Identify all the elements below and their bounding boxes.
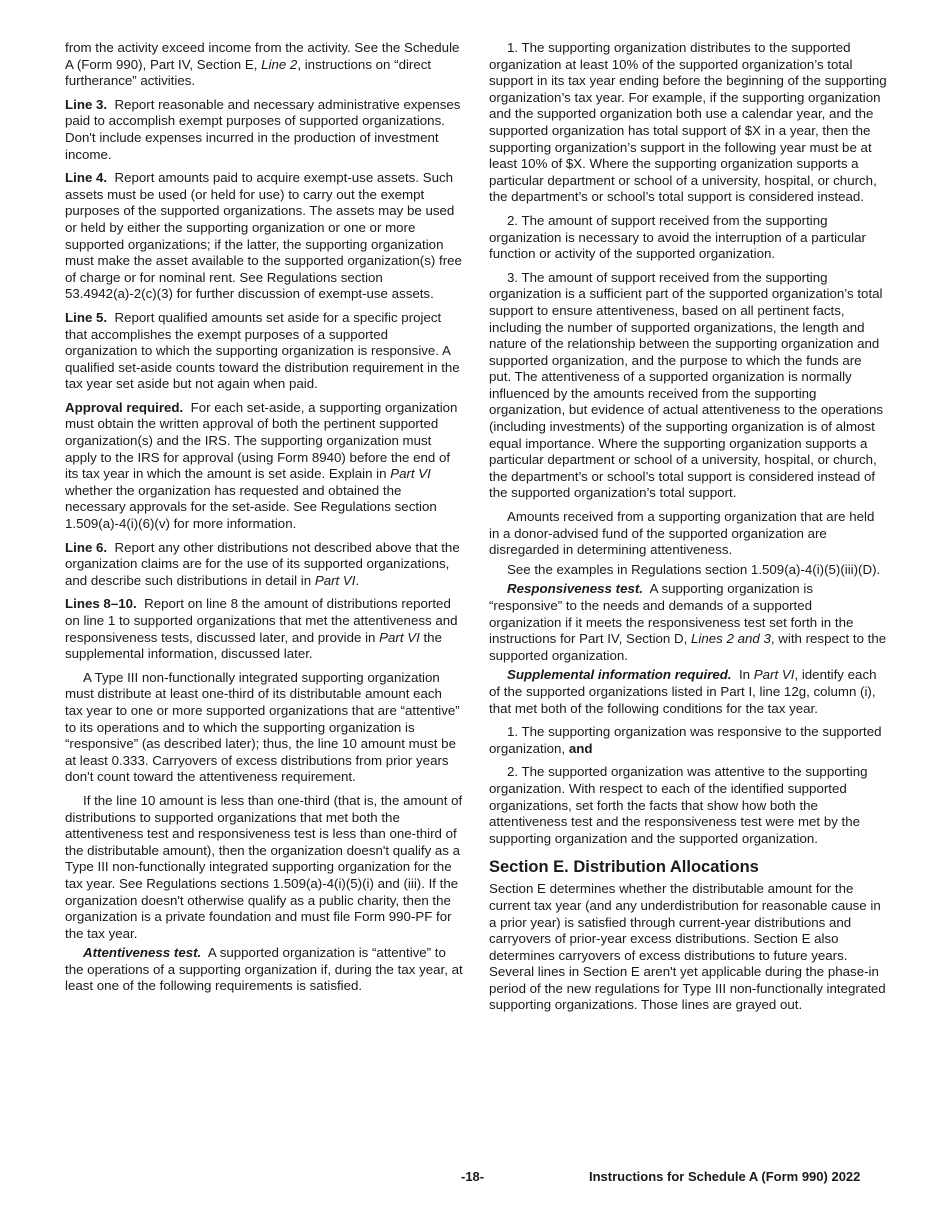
approval-required-heading: Approval required. [65,399,184,415]
paragraph-attentiveness-test: Attentiveness test. A supported organization is “attentive” to the operations of a supporting organization if, during the tax year, at least one of the following requirements is satisfied. [65,945,463,994]
condition-2: 2. The supported organization was attentive to the supporting organization. With respect to each of the identified supported organizations, set forth the facts that show how both the attentiveness test and the responsiveness test were met by the supporting organization and the supported organization. [489,764,868,846]
paragraph-supplemental-info: Supplemental information required. In Part VI, identify each of the supported organizations listed in Part I, line 12g, column (i), that met both of the following conditions for the tax year. [489,667,877,716]
supplemental-info-heading: Supplemental information required. [507,667,732,683]
paragraph-direct-furtherance: from the activity exceed income from the activity. See the Schedule A (Form 990), Part IV, Section E, Line 2, instructions on “direct furtherance” activities. [65,40,460,89]
paragraph-line-6: Line 6. Report any other distributions not described above that the organization claims are for the use of its supported organizations, and describe such distributions in detail in Part VI. [65,539,460,588]
requirement-1: 1. The supporting organization distributes to the supported organization at least 10% of the supported organization’s total support in its tax year ending before the beginning of the supporting organization’s tax year. For example, if the supporting organization and the supported organization both use a calendar year, and the supported organization has total support of $X in a year, then the supporting organization’s support in the following year must be at least 10% of $X. Where the supporting organization supports a particular department or school of a university, hospital, or church, the department’s or school’s total support is considered instead. [489,40,887,205]
paragraph-responsiveness-test: Responsiveness test. A supporting organization is “responsive” to the needs and demands of a supported organization if it meets the responsiveness test set forth in the instructions for Part IV, Section D, Lines 2 and 3, with respect to the supported organization. [489,581,887,663]
requirement-2: 2. The amount of support received from the supporting organization is necessary to avoid the interruption of a particular function or activity of the supported organization. [489,212,866,262]
paragraph-line-4: Line 4. Report amounts paid to acquire exempt-use assets. Such assets must be used (or held for use) to carry out the exempt purposes of the supported organizations. The assets may be used or held by either the supporting organization or one or more supported organizations; if the latter, the supporting organization must make the asset available to the supported organization(s) free of charge or for nominal rent. See Regulations section 53.4942(a)-2(c)(3) for further discussion of exempt-use assets. [65,170,462,302]
requirement-3: 3. The amount of support received from the supporting organization is a sufficient part of the supported organization’s total support to ensure attentiveness, based on all pertinent facts, including the number of supported organizations, the length and nature of the relationship between the supporting organization and supported organization, and the purpose to which the funds are put. The attentiveness of a supported organization is normally influenced by the amounts received from the supporting organization, but evidence of actual attentiveness to the operations (including investments) of the supporting organization is of almost equal importance. Where the supporting organization supports a particular department or school of a university, hospital, or church, the department’s or school’s total support is considered instead of the supported organization’s total support. [489,269,883,501]
attentiveness-test-heading: Attentiveness test. [83,945,202,961]
paragraph-see-examples: See the examples in Regulations section 1.509(a)-4(i)(5)(iii)(D). [507,561,881,577]
line-6-heading: Line 6. [65,539,108,555]
paragraph-section-e: Section E determines whether the distributable amount for the current tax year (and any underdistribution for reasonable cause in a prior year) is satisfied through current-year distributions and carryovers of prior-year excess distributions. Section E also determines carryovers of excess distributions to future years. Several lines in Section E aren't yet applicable during the phase-in period of the new regulations for Type III non-functionally integrated supporting organizations. Those lines are grayed out. [489,881,886,1013]
paragraph-line-5: Line 5. Report qualified amounts set aside for a specific project that accomplishes the exempt purposes of a supported organization to which the supporting organization is responsive. A qualified set-aside counts toward the distribution requirement in the tax year set aside but not again when paid. [65,309,460,392]
paragraph-type-iii: A Type III non-functionally integrated supporting organization must distribute at least one-third of its distributable amount each tax year to one or more supported organizations that are “attentive” to its operations and to which the supporting organization is “responsive” (as described later); thus, the line 10 amount must be at least 0.333. Carryovers of excess distributions from prior years don't count toward the attentiveness requirement. [65,669,460,785]
responsiveness-test-heading: Responsiveness test. [507,581,643,597]
paragraph-approval-required: Approval required. For each set-aside, a supporting organization must obtain the written approval of both the pertinent supported organization(s) and the IRS. The supporting organization must apply to the IRS for approval (using Form 8940) before the end of its tax year in which the amount is set aside. Explain in Part VI whether the organization has requested and obtained the necessary approvals for the set-aside. See Regulations section 1.509(a)-4(i)(6)(v) for more information. [65,399,458,532]
right-column [489,40,887,1021]
line-5-heading: Line 5. [65,309,108,325]
paragraph-if-line-10: If the line 10 amount is less than one-third (that is, the amount of distributions to supported organizations that met both the attentiveness test and responsiveness test is less than one-third of the distributable amount), then the organization doesn't qualify as a Type III non-functionally integrated supporting organization for the tax year. See Regulations sections 1.509(a)-4(i)(5)(i) and (iii). If the organization doesn't otherwise qualify as a public charity, then the organization is a private foundation and must file Form 990-PF for the tax year. [65,792,463,941]
section-e-title: Section E. Distribution Allocations [489,858,759,877]
lines-8-10-heading: Lines 8–10. [65,596,137,612]
paragraph-lines-8-10: Lines 8–10. Report on line 8 the amount of distributions reported on line 1 to supported organizations that met the attentiveness and responsiveness tests, discussed later, and provide in Part VI the supplemental information, discussed later. [65,596,458,662]
line-3-heading: Line 3. [65,96,108,112]
document-title-footer: Instructions for Schedule A (Form 990) 2022 [589,1169,861,1184]
paragraph-line-3: Line 3. Report reasonable and necessary administrative expenses paid to accomplish exempt purposes of supported organizations. Don't include expenses incurred in the production of investment income. [65,96,461,162]
page-number: -18- [461,1169,485,1184]
condition-1: 1. The supporting organization was responsive to the supported organization, and [489,724,882,756]
paragraph-donor-advised: Amounts received from a supporting organization that are held in a donor-advised fund of the supported organization are disregarded in determining attentiveness. [489,509,875,558]
line-4-heading: Line 4. [65,170,108,186]
left-column [65,40,463,1002]
